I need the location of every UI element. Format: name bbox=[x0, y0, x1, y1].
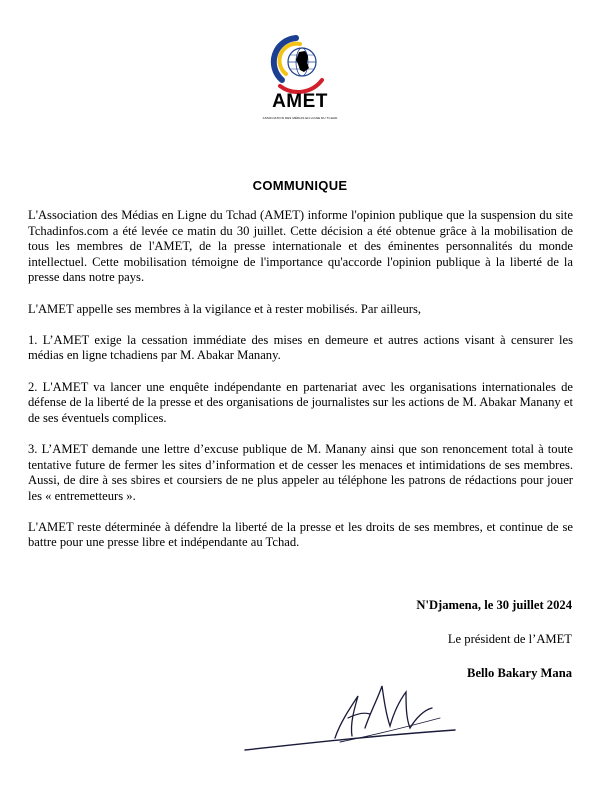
logo-subtitle: ASSOCIATION DES MÉDIAS EN LIGNE DU TCHAD bbox=[262, 116, 338, 120]
logo-name: AMET bbox=[272, 91, 328, 112]
document-body bbox=[28, 208, 573, 567]
paragraph-intro: L'Association des Médias en Ligne du Tchad (AMET) informe l'opinion publique que la suspension du site Tchadinfos.com a été levée ce matin du 30 juillet. Cette décision a été obtenue grâce à la mobilisation de tous les membres de l'AMET, de la presse internationale et des éminentes personnalités du monde intellectuel. Cette mobilisation témoigne de l'importance qu'accorde l'opinion publique à la liberté de la presse dans notre pays. bbox=[28, 208, 573, 285]
handwritten-signature-icon bbox=[240, 678, 460, 768]
amet-logo bbox=[262, 30, 338, 125]
signer-name: Bello Bakary Mana bbox=[467, 666, 572, 680]
paragraph-point-1: 1. L’AMET exige la cessation immédiate des mises en demeure et autres actions visant à censurer les médias en ligne tchadiens par M. Abakar Manany. bbox=[28, 332, 573, 363]
place-date: N'Djamena, le 30 juillet 2024 bbox=[416, 598, 572, 612]
paragraph-closing: L'AMET reste déterminée à défendre la liberté de la presse et les droits de ses membres, et continue de se battre pour une presse libre et indépendante au Tchad. bbox=[28, 519, 573, 550]
paragraph-call: L'AMET appelle ses membres à la vigilance et à rester mobilisés. Par ailleurs, bbox=[28, 301, 422, 316]
document-title: COMMUNIQUE bbox=[252, 178, 348, 193]
paragraph-point-2: 2. L'AMET va lancer une enquête indépendante en partenariat avec les organisations internationales de défense de la liberté de la presse et des organisations de journalistes sur les actions de M. Abakar Manany et de ses éventuels complices. bbox=[28, 379, 573, 425]
amet-emblem-icon bbox=[262, 30, 338, 94]
signer-role: Le président de l’AMET bbox=[447, 632, 572, 646]
paragraph-point-3: 3. L’AMET demande une lettre d’excuse publique de M. Manany ainsi que son renoncement total à toute tentative future de fermer les sites d’information et de cesser les menaces et intimidations de ses membres. Aussi, de dire à ses sbires et coursiers de ne plus appeler au téléphone les patrons de rédactions pour jouer les « entremetteurs ». bbox=[28, 441, 573, 503]
